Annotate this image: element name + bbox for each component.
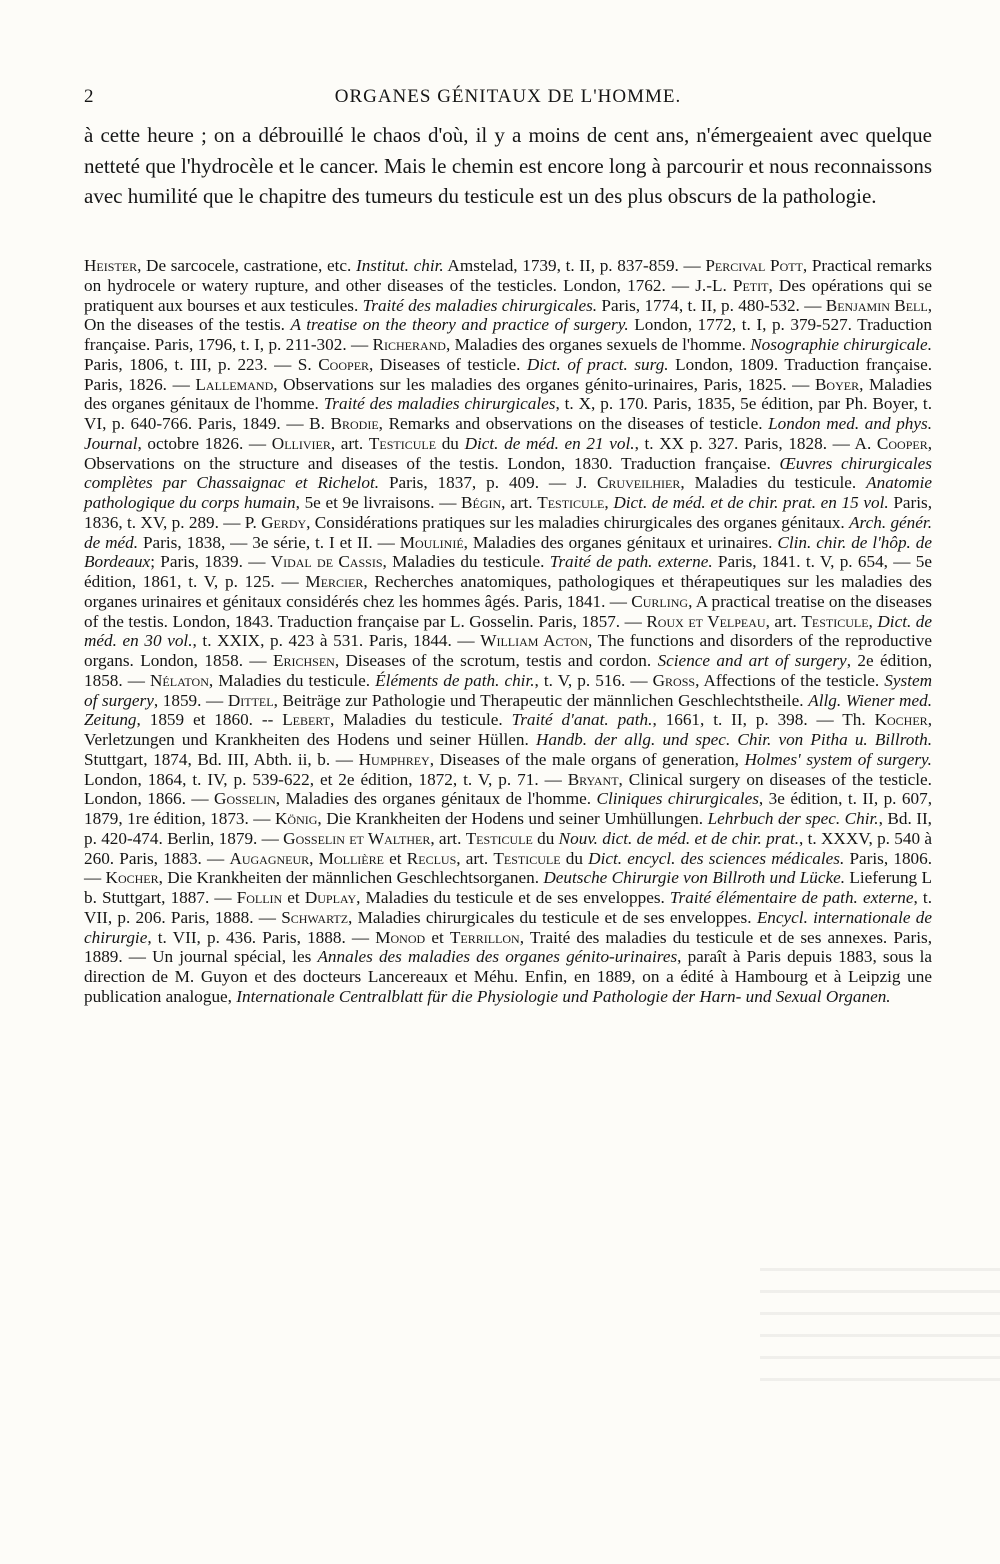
citation-text: Paris, 1774, t. II, p. 480-532. — [597, 295, 826, 315]
citation-text: , t. XX p. 327. Paris, 1828. — A. [634, 433, 877, 453]
author-name: Testicule [537, 493, 605, 512]
citation-text: , De sarcocele, castratione, etc. [137, 256, 356, 275]
citation-text: , art. [330, 433, 369, 453]
page-number: 2 [84, 86, 95, 107]
citation-text: et [282, 888, 305, 907]
work-title: Annales des maladies des organes génito-urinaires [317, 947, 678, 967]
show-through-text [760, 1268, 1000, 1398]
citation-text: , Recherches anatomiques, pathologiques et thérapeutiques sur les maladies des organes urinaires et génitaux considérés chez les hommes âgés. Paris, 1841. — [84, 572, 932, 611]
citation-text: , 5e et 9e livraisons. — [295, 493, 462, 512]
author-name: Richerand [372, 335, 446, 354]
citation-text: , Remarks and observations on the diseases of testicle. [378, 414, 769, 433]
author-name: Gross [652, 670, 696, 690]
citation-text: London, 1864, t. IV, p. 539-622, et 2e édition, 1872, t. V, p. 71. — [84, 769, 568, 789]
citation-text: , art. [765, 611, 802, 631]
author-name: Testicule [801, 611, 869, 631]
author-name: Gosselin et Walther [283, 828, 431, 848]
citation-text: , Maladies des organes génitaux de l'homme. [84, 374, 932, 414]
author-name: Heister [84, 256, 138, 275]
citation-text: , Clinical surgery on diseases of the testicle. London, 1866. — [84, 769, 932, 809]
citation-text: , [604, 493, 614, 512]
citation-text: , Diseases of the scrotum, testis and cordon. [334, 651, 658, 670]
author-name: Roux et Velpeau [646, 611, 766, 631]
citation-text: du [532, 828, 559, 848]
citation-text: , 2e édition, 1858. — [84, 651, 933, 690]
work-title: Traité des maladies chirurgicales [323, 394, 556, 414]
citation-text: , t. XXXV, p. 540 à 260. Paris, 1883. — [84, 828, 932, 868]
work-title: System of surgery [84, 670, 933, 710]
citation-text: , [868, 611, 878, 631]
work-title: Internationale Centralblatt für die Physiologie und Pathologie der Harn- und Sexual Organen. [236, 986, 891, 1006]
citation-text: , 1661, t. II, p. 398. — Th. [652, 710, 875, 730]
author-name: Testicule [368, 433, 437, 453]
citation-text: , Traité des maladies du testicule et de ses annexes. Paris, 1889. — Un journal spécial, les [84, 927, 932, 967]
citation-text: , Maladies des organes sexuels de l'homme. [445, 335, 751, 354]
author-name: Bégin [461, 493, 502, 512]
citation-text: , paraît à Paris depuis 1883, sous la direction de M. Guyon et des docteurs Lancereaux et Méhu. Enfin, en 1889, on a édité à Hambourg et à Leipzig une publication analogue, [84, 947, 932, 1006]
citation-text: London, 1772, t. I, p. 379-527. Traduction française. Paris, 1796, t. I, p. 211-302. — [84, 315, 932, 354]
work-title: Traité de path. externe. [549, 552, 713, 572]
citation-text: , Observations sur les maladies des organes génito-urinaires, Paris, 1825. — [273, 374, 815, 394]
citation-text: , Maladies du testicule. [382, 552, 550, 572]
work-title: Traité d'anat. path. [511, 710, 653, 730]
author-name: Boyer [814, 374, 860, 394]
author-name: Augagneur, Mollière [229, 848, 384, 868]
work-title: Traité des maladies chirurgicales. [362, 295, 598, 315]
citation-text: , octobre 1826. — [137, 433, 272, 453]
citation-text: , Maladies du testicule. [680, 473, 867, 493]
citation-text: , Affections of the testicle. [695, 670, 885, 690]
author-name: Percival Pott [705, 256, 803, 275]
bibliography-paragraph [84, 256, 932, 1007]
citation-text: London, 1809. Traduction française. Paris, 1826. — [84, 354, 933, 394]
citation-text: , Maladies du testicule. [329, 710, 512, 730]
author-name: Gerdy [261, 512, 307, 532]
author-name: Duplay [304, 888, 357, 907]
work-title: Deutsche Chirurgie von Billroth und Lücke. [543, 868, 846, 888]
author-name: Kocher [874, 710, 928, 730]
citation-text: , t. X, p. 170. Paris, 1835, 5e édition, par Ph. Boyer, t. VI, p. 640-766. Paris, 1849. — B. [84, 394, 932, 433]
work-title: Science and art of surgery [657, 651, 847, 670]
author-name: Mercier [305, 572, 364, 591]
citation-text: , 1859 et 1860. -- [136, 710, 283, 730]
author-name: Dittel [227, 690, 274, 710]
work-title: Clin. chir. de l'hôp. de Bordeaux [84, 532, 932, 572]
citation-text: , 1859. — [153, 690, 228, 710]
author-name: Brodie [330, 414, 379, 433]
author-name: William Acton [480, 631, 588, 651]
citation-text: , art. [501, 493, 538, 512]
work-title: Nouv. dict. de méd. et de chir. prat. [558, 828, 800, 848]
author-name: Nélaton [150, 670, 209, 690]
author-name: Lebert [282, 710, 330, 730]
citation-text: , Practical remarks on hydrocele or watery rupture, and other diseases of the testicles. London, 1762. — J.-L. [84, 256, 932, 295]
work-title: Handb. der allg. und spec. Chir. von Pitha u. Billroth. [535, 730, 933, 749]
work-title: Dict. de méd. en 21 vol. [464, 433, 635, 453]
citation-text: , Maladies des organes génitaux et urinaires. [463, 532, 778, 552]
citation-text: , Diseases of the male organs of generation, [429, 749, 745, 769]
citation-text: , Maladies des organes génitaux de l'homme. [275, 789, 597, 809]
author-name: Curling [631, 591, 689, 611]
citation-text: , Verletzungen und Krankheiten des Hodens und seiner Hüllen. [84, 710, 932, 749]
citation-text: Paris, 1806. — [84, 848, 933, 888]
author-name: Follin [236, 888, 283, 907]
work-title: Traité élémentaire de path. externe [669, 888, 914, 907]
citation-text: , Considérations pratiques sur les maladies chirurgicales des organes génitaux. [306, 512, 850, 532]
citation-text: , Beiträge zur Pathologie und Therapeutic der männlichen Geschlechtstheile. [273, 690, 809, 710]
work-title: Holmes' system of surgery. [744, 749, 932, 769]
author-name: Reclus [406, 848, 457, 868]
work-title: Anatomie pathologique du corps humain [84, 473, 932, 512]
intro-paragraph: à cette heure ; on a débrouillé le chaos d'où, il y a moins de cent ans, n'émergeaient avec quelque netteté que l'hydrocèle et le cancer. Mais le chemin est encore long à parcourir et nous reconnaissons avec humilité que le chapitre des tumeurs du testicule est un des plus obscurs de la pathologie. [84, 123, 932, 208]
work-title: Lehrbuch der spec. Chir. [707, 809, 879, 828]
author-name: Moulinié [399, 532, 464, 552]
author-name: Kocher [105, 868, 159, 888]
author-name: Testicule [493, 848, 561, 868]
work-title: Dict. encycl. des sciences médicales. [588, 848, 845, 868]
page-header [84, 86, 932, 114]
work-title: Allg. Wiener med. Zeitung [84, 690, 932, 730]
author-name: Gosselin [214, 789, 276, 809]
citation-text: du [560, 848, 589, 868]
work-title: Arch. génér. de méd. [84, 512, 932, 552]
work-title: Œuvres chirurgicales complètes par Chassaignac et Richelot. [84, 453, 932, 493]
citation-text: Stuttgart, 1874, Bd. III, Abth. ii, b. — [84, 749, 359, 769]
author-name: Testicule [465, 828, 533, 848]
author-name: König [275, 809, 318, 828]
citation-text: , 3e édition, t. II, p. 607, 1879, 1re édition, 1873. — [84, 789, 933, 828]
work-title: Éléments de path. chir. [375, 670, 535, 690]
citation-text: , art. [430, 828, 466, 848]
author-name: Monod [375, 927, 426, 947]
work-title: Nosographie chirurgicale. [750, 335, 932, 354]
citation-text: Paris, 1806, t. III, p. 223. — S. [84, 354, 319, 374]
citation-text: , Observations on the structure and diseases of the testis. London, 1830. Traduction française. [84, 433, 933, 473]
citation-text: Paris, 1838, — 3e série, t. I et II. — [138, 532, 400, 552]
citation-text: , Die Krankheiten der Hodens und seiner Umhüllungen. [317, 809, 708, 828]
citation-text: , t. VII, p. 206. Paris, 1888. — [84, 888, 932, 927]
work-title: Institut. chir. [355, 256, 444, 275]
citation-text: ; Paris, 1839. — [150, 552, 271, 572]
citation-text: Amstelad, 1739, t. II, p. 837-859. — [443, 256, 706, 275]
citation-text: , Des opérations qui se pratiquent aux bourses et aux testicules. [84, 275, 932, 315]
citation-text: Paris, 1836, t. XV, p. 289. — P. [84, 493, 933, 532]
citation-text: , Maladies du testicule et de ses enveloppes. [356, 888, 670, 907]
citation-text: , t. VII, p. 436. Paris, 1888. — [147, 927, 376, 947]
citation-text: , The functions and disorders of the reproductive organs. London, 1858. — [84, 631, 932, 670]
citation-text: , t. XXIX, p. 423 à 531. Paris, 1844. — [192, 631, 481, 651]
author-name: Lallemand [195, 374, 274, 394]
work-title: Encycl. internationale de chirurgie [84, 907, 932, 947]
citation-text: , art. [456, 848, 494, 868]
citation-text: Paris, 1841. t. V, p. 654, — 5e édition, 1861, t. V, p. 125. — [84, 552, 932, 591]
work-title: A treatise on the theory and practice of surgery. [290, 315, 629, 335]
citation-text: , A practical treatise on the diseases of the testis. London, 1843. Traduction française par L. Gosselin. Paris, 1857. — [84, 591, 932, 631]
citation-text: , On the diseases of the testis. [84, 295, 933, 335]
author-name: Benjamin Bell [825, 295, 928, 315]
work-title: Dict. of pract. surg. [526, 354, 669, 374]
work-title: Dict. de méd. en 30 vol. [84, 611, 933, 651]
author-name: Ollivier [271, 433, 331, 453]
citation-text: , Die Krankheiten der männlichen Geschlechtsorganen. [158, 868, 544, 888]
author-name: Cooper [876, 433, 928, 453]
citation-text: Paris, 1837, p. 409. — J. [379, 473, 597, 493]
author-name: Humphrey [358, 749, 430, 769]
author-name: Terrillon [449, 927, 520, 947]
author-name: Erichsen [273, 651, 335, 670]
citation-text: , Diseases of testicle. [369, 354, 527, 374]
author-name: Cooper [318, 354, 370, 374]
citation-text: , Maladies du testicule. [208, 670, 376, 690]
citation-text: Lieferung L b. Stuttgart, 1887. — [84, 868, 933, 907]
citation-text: , t. V, p. 516. — [534, 670, 653, 690]
author-name: Vidal de Cassis [270, 552, 383, 572]
citation-text: , Bd. II, p. 420-474. Berlin, 1879. — [84, 809, 932, 848]
citation-text: du [436, 433, 465, 453]
work-title: London med. and phys. Journal [84, 414, 933, 453]
citation-text: et [425, 927, 450, 947]
author-name: Bryant [567, 769, 619, 789]
author-name: Schwartz [281, 907, 349, 927]
citation-text: et [383, 848, 407, 868]
author-name: Cruveilhier [596, 473, 681, 493]
work-title: Cliniques chirurgicales [596, 789, 759, 809]
author-name: Petit [732, 275, 769, 295]
work-title: Dict. de méd. et de chir. prat. en 15 vol. [613, 493, 889, 512]
running-head: ORGANES GÉNITAUX DE L'HOMME. [334, 86, 682, 107]
citation-text: , Maladies chirurgicales du testicule et de ses enveloppes. [348, 907, 757, 927]
